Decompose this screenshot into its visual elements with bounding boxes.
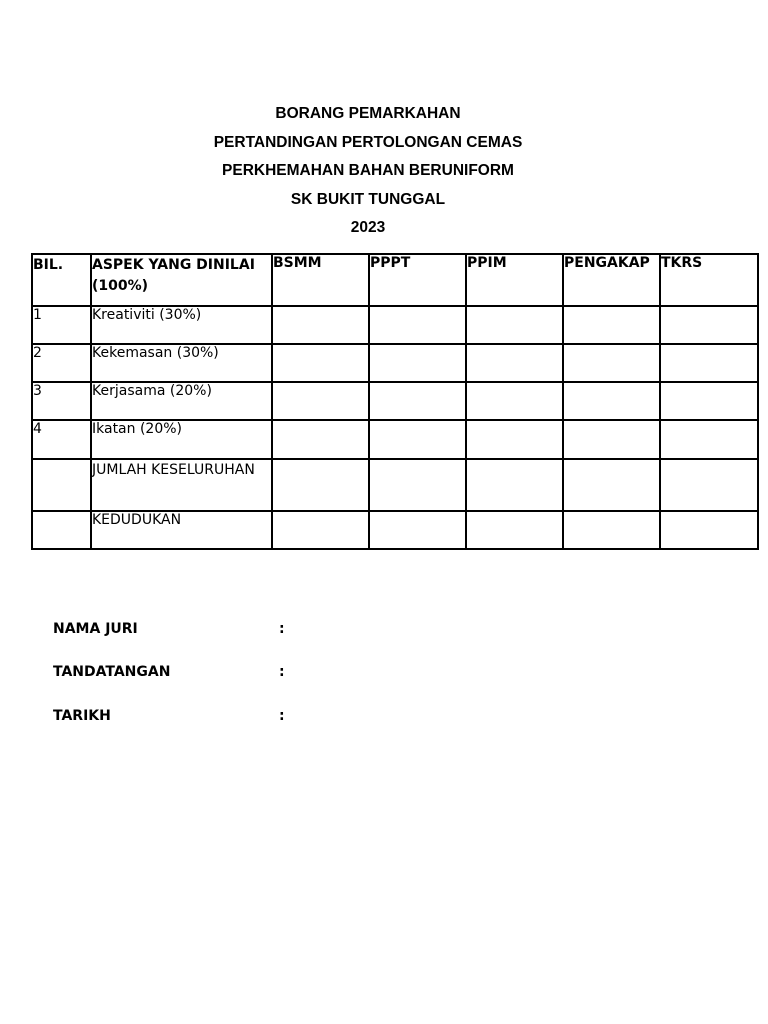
- score-cell-pengakap[interactable]: [563, 420, 660, 459]
- row-number: 1: [32, 306, 91, 344]
- score-cell-pppt[interactable]: [369, 420, 466, 459]
- score-cell-ppim[interactable]: [466, 306, 563, 344]
- table-row: [32, 306, 758, 344]
- row-number: 3: [32, 382, 91, 420]
- score-cell-bsmm[interactable]: [272, 420, 369, 459]
- form-title: BORANG PEMARKAHAN: [275, 105, 461, 122]
- year: 2023: [350, 219, 386, 236]
- table-header-row: [32, 254, 758, 306]
- header-group-bsmm: BSMM: [272, 254, 369, 306]
- score-cell-bsmm[interactable]: [272, 382, 369, 420]
- rank-cell-pengakap[interactable]: [563, 511, 660, 549]
- row-aspect: Kerjasama (20%): [91, 382, 272, 420]
- event-name: PERKHEMAHAN BAHAN BERUNIFORM: [222, 162, 514, 179]
- score-cell-ppim[interactable]: [466, 382, 563, 420]
- score-cell-tkrs[interactable]: [660, 382, 758, 420]
- header-group-tkrs: TKRS: [660, 254, 758, 306]
- score-cell-pppt[interactable]: [369, 382, 466, 420]
- score-cell-pppt[interactable]: [369, 344, 466, 382]
- row-aspect: Kekemasan (30%): [91, 344, 272, 382]
- total-cell-tkrs[interactable]: [660, 459, 758, 511]
- header-aspek: ASPEK YANG DINILAI (100%): [91, 254, 272, 306]
- row-number: 2: [32, 344, 91, 382]
- score-table: [31, 253, 759, 550]
- signature-label: TANDATANGAN: [53, 664, 171, 680]
- rank-cell-pppt[interactable]: [369, 511, 466, 549]
- row-number: [32, 511, 91, 549]
- score-cell-bsmm[interactable]: [272, 344, 369, 382]
- table-row: [32, 382, 758, 420]
- rank-cell-bsmm[interactable]: [272, 511, 369, 549]
- row-aspect: Kreativiti (30%): [91, 306, 272, 344]
- table-row: [32, 344, 758, 382]
- table-row: [32, 420, 758, 459]
- rank-cell-tkrs[interactable]: [660, 511, 758, 549]
- header-group-pppt: PPPT: [369, 254, 466, 306]
- total-cell-pppt[interactable]: [369, 459, 466, 511]
- total-cell-pengakap[interactable]: [563, 459, 660, 511]
- date-label: TARIKH: [53, 708, 111, 724]
- date-colon: :: [279, 708, 285, 724]
- form-title-block: [0, 103, 736, 246]
- header-bil: BIL.: [32, 254, 91, 306]
- header-group-ppim: PPIM: [466, 254, 563, 306]
- row-aspect-total: JUMLAH KESELURUHAN: [91, 459, 272, 511]
- score-cell-pppt[interactable]: [369, 306, 466, 344]
- score-cell-pengakap[interactable]: [563, 382, 660, 420]
- competition-name: PERTANDINGAN PERTOLONGAN CEMAS: [213, 133, 523, 151]
- signature-colon: :: [279, 664, 285, 680]
- row-number: 4: [32, 420, 91, 459]
- score-cell-ppim[interactable]: [466, 344, 563, 382]
- row-aspect-rank: KEDUDUKAN: [91, 511, 272, 549]
- header-group-pengakap: PENGAKAP: [563, 254, 660, 306]
- total-cell-bsmm[interactable]: [272, 459, 369, 511]
- row-number: [32, 459, 91, 511]
- school-name: SK BUKIT TUNGGAL: [290, 190, 446, 208]
- score-cell-tkrs[interactable]: [660, 306, 758, 344]
- score-cell-bsmm[interactable]: [272, 306, 369, 344]
- table-row-total: [32, 459, 758, 511]
- score-cell-tkrs[interactable]: [660, 420, 758, 459]
- table-row-rank: [32, 511, 758, 549]
- score-cell-ppim[interactable]: [466, 420, 563, 459]
- row-aspect: Ikatan (20%): [91, 420, 272, 459]
- judge-name-colon: :: [279, 621, 285, 637]
- score-cell-tkrs[interactable]: [660, 344, 758, 382]
- judge-name-label: NAMA JURI: [53, 621, 138, 637]
- score-cell-pengakap[interactable]: [563, 306, 660, 344]
- rank-cell-ppim[interactable]: [466, 511, 563, 549]
- total-cell-ppim[interactable]: [466, 459, 563, 511]
- score-cell-pengakap[interactable]: [563, 344, 660, 382]
